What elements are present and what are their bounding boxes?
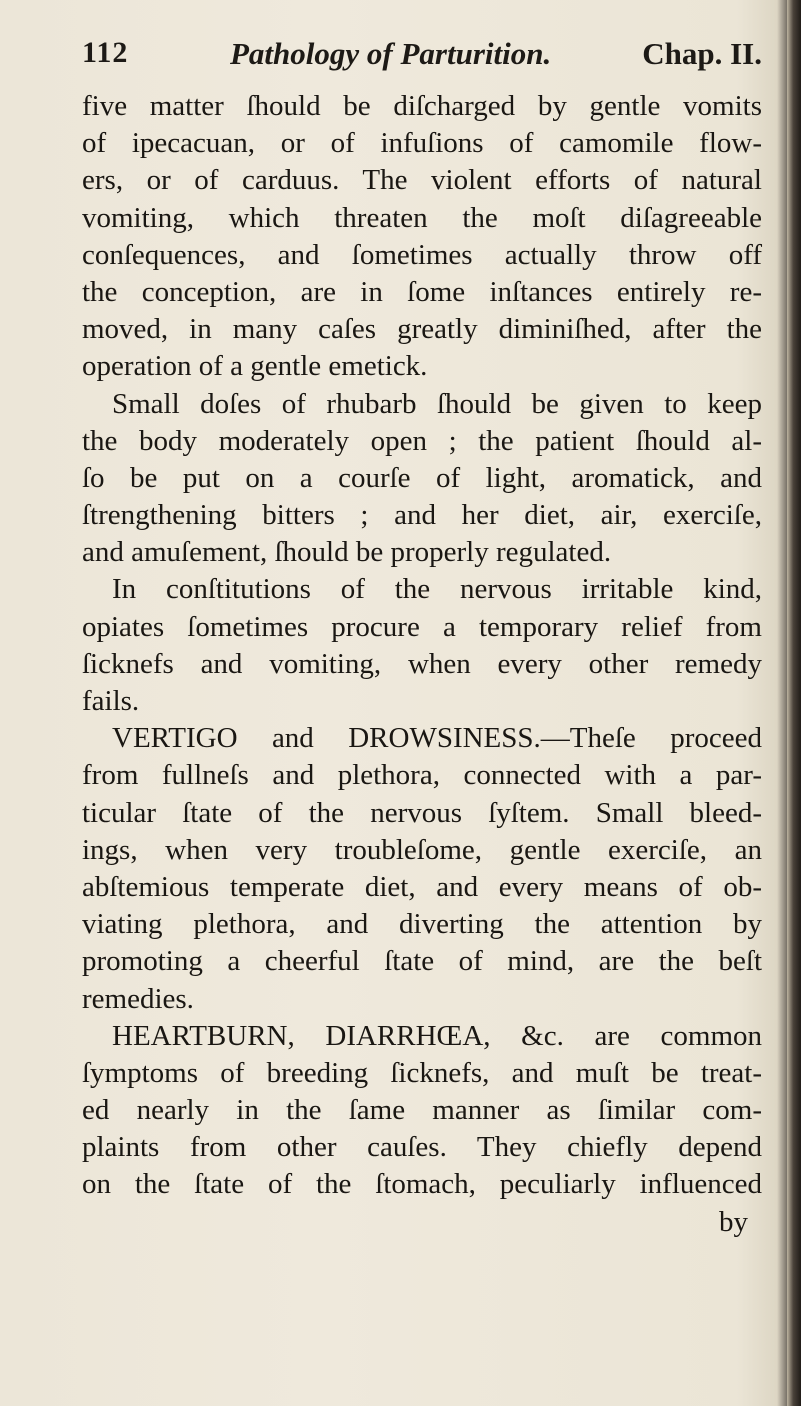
text-line: the body moderately open ; the patient ſhould al- [82, 424, 762, 457]
text-line: ſymptoms of breeding ſicknefs, and muſt be treat- [82, 1056, 762, 1089]
text-line: ticular ſtate of the nervous ſyſtem. Small bleed- [82, 796, 762, 829]
running-title: Pathology of Parturition. [230, 36, 552, 71]
text-line: abſtemious temperate diet, and every means of ob- [82, 870, 762, 903]
text-line: remedies. [82, 982, 194, 1015]
running-header [82, 36, 762, 80]
text-line: ſo be put on a courſe of light, aromatick, and [82, 461, 762, 494]
text-line: ſtrengthening bitters ; and her diet, air, exerciſe, [82, 499, 762, 532]
text-line: on the ſtate of the ſtomach, peculiarly influenced [82, 1168, 762, 1201]
text-line: and amuſement, ſhould be properly regulated. [82, 536, 612, 569]
text-line: five matter ſhould be diſcharged by gentle vomits [82, 90, 762, 122]
text-line: ſicknefs and vomiting, when every other remedy [82, 647, 762, 680]
body-text [82, 88, 762, 1241]
page-gutter-shadow [787, 0, 801, 1406]
text-line: fails. [82, 685, 140, 717]
text-line: from fullneſs and plethora, connected with a par- [82, 759, 762, 792]
chapter-label: Chap. II. [642, 36, 762, 71]
text-line: opiates ſometimes procure a temporary relief from [82, 610, 762, 643]
text-line: plaints from other cauſes. They chiefly depend [82, 1131, 762, 1164]
text-line: viating plethora, and diverting the attention by [82, 908, 762, 941]
text-line: Small doſes of rhubarb ſhould be given to keep [112, 387, 762, 420]
text-line: ings, when very troubleſome, gentle exerciſe, an [82, 833, 762, 866]
text-line: vomiting, which threaten the moſt diſagreeable [82, 201, 762, 234]
text-line: of ipecacuan, or of infuſions of camomile flow- [82, 127, 762, 160]
text-line: the conception, are in ſome inſtances entirely re- [82, 275, 762, 308]
text-line: conſequences, and ſometimes actually throw off [82, 238, 762, 271]
text-line: ers, or of carduus. The violent efforts of natural [82, 164, 762, 197]
text-line: moved, in many caſes greatly diminiſhed, after the [82, 313, 762, 346]
page-number: 112 [82, 36, 129, 69]
text-line: HEARTBURN, DIARRHŒA, &c. are common [112, 1019, 762, 1052]
text-line: VERTIGO and DROWSINESS.—Theſe proceed [112, 722, 762, 755]
text-line: In conſtitutions of the nervous irritable kind, [112, 573, 762, 606]
text-line: ed nearly in the ſame manner as ſimilar com- [82, 1094, 762, 1127]
catchword: by [719, 1205, 748, 1238]
text-line: promoting a cheerful ſtate of mind, are the beſt [82, 945, 762, 978]
text-line: operation of a gentle emetick. [82, 350, 428, 383]
